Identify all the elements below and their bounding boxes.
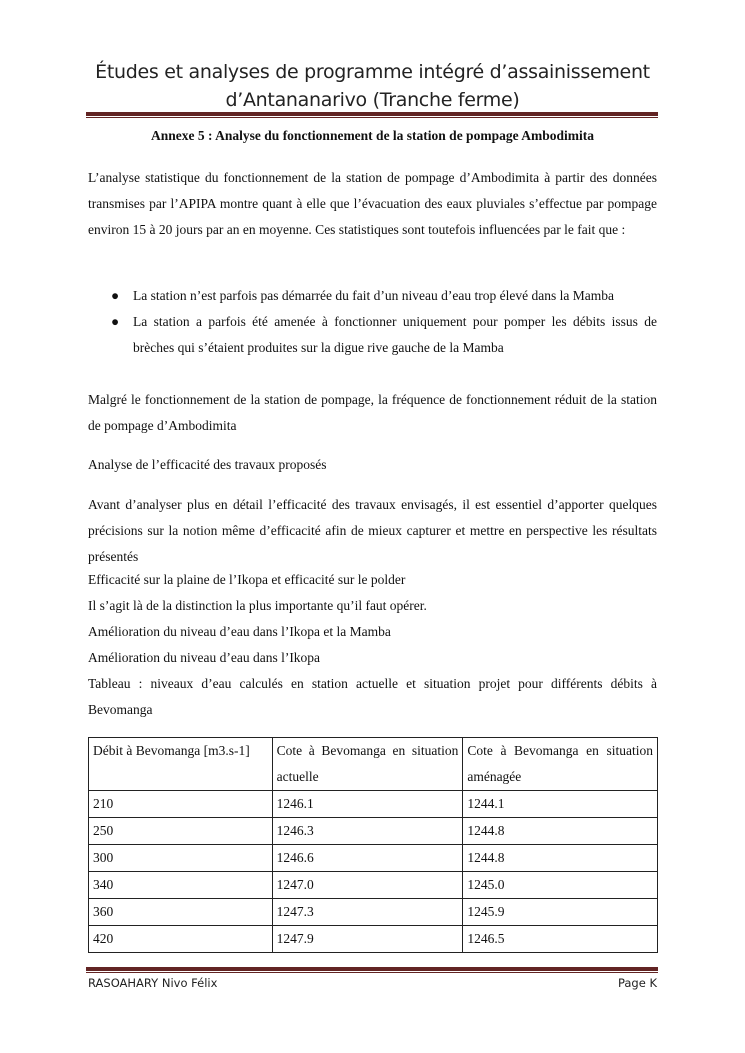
paragraph-avant: Avant d’analyser plus en détail l’efficacité des travaux envisagés, il est essentiel d’apporter quelques précisions sur la notion même d’efficacité afin de mieux capturer et mettre en perspective les résultats présentés [88, 497, 657, 564]
cell: 1245.0 [463, 872, 658, 899]
cell: 210 [89, 791, 273, 818]
table-row [89, 845, 658, 872]
document-footer [88, 976, 657, 990]
footer-rule [86, 967, 658, 973]
line-amelioration-ikopa-mamba: Amélioration du niveau d’eau dans l’Ikopa et la Mamba [88, 624, 391, 639]
header-title-line2: d’Antananarivo (Tranche ferme) [225, 89, 520, 111]
table-row [89, 926, 658, 953]
bullet-list [88, 283, 657, 361]
paragraph-analyse: Analyse de l’efficacité des travaux proposés [88, 457, 327, 472]
cell: 300 [89, 845, 273, 872]
table-caption: Tableau : niveaux d’eau calculés en station actuelle et situation projet pour différents débits à Bevomanga [88, 676, 657, 717]
header-cell: Cote à Bevomanga en situation aménagée [463, 738, 658, 791]
line-distinction: Il s’agit là de la distinction la plus importante qu’il faut opérer. [88, 598, 427, 613]
cell: 1246.6 [272, 845, 463, 872]
cell: 1246.1 [272, 791, 463, 818]
cell: 420 [89, 926, 273, 953]
footer-page-number: Page K [617, 976, 657, 990]
line-amelioration-ikopa: Amélioration du niveau d’eau dans l’Ikopa [88, 650, 321, 665]
paragraph-malgre: Malgré le fonctionnement de la station de pompage, la fréquence de fonctionnement réduit de la station de pompage d’Ambodimita [88, 392, 657, 433]
cell: 360 [89, 899, 273, 926]
table-header-row [89, 738, 658, 791]
paragraph-intro: L’analyse statistique du fonctionnement de la station de pompage d’Ambodimita à partir des données transmises par l’APIPA montre quant à elle que l’évacuation des eaux pluviales s’effectue par pompage environ 15 à 20 jours par an en moyenne. Ces statistiques sont toutefois influencées par le fait que : [88, 170, 657, 237]
cell: 1244.1 [463, 791, 658, 818]
header-title-line1: Études et analyses de programme intégré d’assainissement [95, 61, 650, 83]
cell: 1244.8 [463, 818, 658, 845]
header-cell: Cote à Bevomanga en situation actuelle [272, 738, 463, 791]
annex-title: Annexe 5 : Analyse du fonctionnement de la station de pompage Ambodimita [151, 128, 594, 143]
cell: 1247.9 [272, 926, 463, 953]
table-row [89, 818, 658, 845]
water-level-table [88, 737, 658, 953]
list-item: ● La station a parfois été amenée à fonctionner uniquement pour pomper les débits issus de brèches qui s’étaient produites sur la digue rive gauche de la Mamba [88, 309, 657, 361]
document-header [88, 58, 657, 114]
footer-author: RASOAHARY Nivo Félix [88, 976, 218, 990]
bullet-icon: ● [111, 288, 120, 303]
cell: 1246.5 [463, 926, 658, 953]
cell: 340 [89, 872, 273, 899]
table-row [89, 872, 658, 899]
cell: 1247.0 [272, 872, 463, 899]
cell: 1245.9 [463, 899, 658, 926]
bullet-icon: ● [111, 314, 120, 329]
cell: 1244.8 [463, 845, 658, 872]
cell: 250 [89, 818, 273, 845]
header-rule [86, 112, 658, 118]
table-row [89, 899, 658, 926]
header-cell: Débit à Bevomanga [m3.s-1] [89, 738, 273, 791]
line-efficacite: Efficacité sur la plaine de l’Ikopa et efficacité sur le polder [88, 572, 406, 587]
cell: 1247.3 [272, 899, 463, 926]
cell: 1246.3 [272, 818, 463, 845]
table-row [89, 791, 658, 818]
list-item: ● La station n’est parfois pas démarrée du fait d’un niveau d’eau trop élevé dans la Mamba [88, 283, 657, 309]
